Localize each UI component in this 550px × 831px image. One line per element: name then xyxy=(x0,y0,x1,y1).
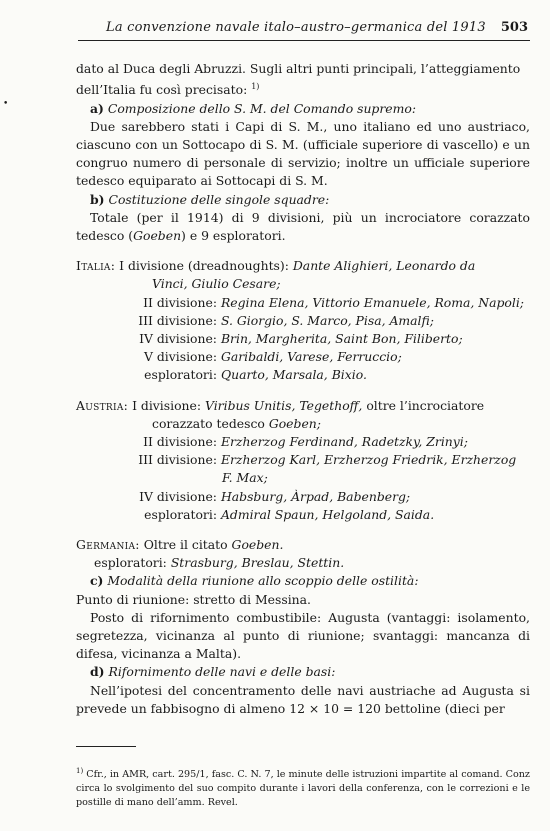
italia-div4: IV divisione: Brin, Margherita, Saint Bon, Filiberto; xyxy=(139,330,463,346)
austria-div3: III divisione: Erzherzog Karl, Erzherzog Friedrik, Erzherzog xyxy=(138,452,517,468)
footnote-rule xyxy=(76,746,136,747)
section-c-line-2: Posto di rifornimento combustibile: Augusta (vantaggi: isolamento, segretezza, vicinanza al punto di riunione; svantaggi: mancanza di difesa, vicinanza a Malta). xyxy=(76,609,530,662)
austria-scouts: esploratori: Admiral Spaun, Helgoland, Saida. xyxy=(144,506,435,522)
section-d-text: Nell’ipotesi del concentramento delle navi austriache ad Augusta si prevede un fabbisogno di almeno 12 × 10 = 120 bettoline (dieci per xyxy=(76,682,530,716)
austria-div1: Austria: I divisione: Viribus Unitis, Tegethoff, oltre l’incrociatore xyxy=(76,397,485,413)
italia-div1-cont: Vinci, Giulio Cesare; xyxy=(152,276,281,292)
footnote xyxy=(76,764,530,810)
austria-div2: II divisione: Erzherzog Ferdinand, Radetzky, Zrinyi; xyxy=(143,433,468,449)
running-head xyxy=(78,16,530,41)
section-a-heading: a) Composizione dello S. M. del Comando supremo: xyxy=(90,100,417,116)
footnote-reference: 1) xyxy=(251,82,260,92)
country-germania: Germania: xyxy=(76,537,140,552)
footnote-text: Cfr., in AMR, cart. 295/1, fasc. C. N. 7, le minute delle istruzioni impartite al comand. Conz circa lo svolgimento del suo compito durante i lavori della conferenza, con le correzioni e le postille di mano dell’amm. Revel. xyxy=(76,769,530,809)
section-b-text: Totale (per il 1914) di 9 divisioni, più un incrociatore corazzato tedesco (Goeben) e 9 esploratori. xyxy=(76,209,530,243)
germania-block xyxy=(76,536,530,572)
footnote-marker: 1) xyxy=(76,767,84,775)
germania-line: Germania: Oltre il citato Goeben. xyxy=(76,537,284,552)
section-c-heading: c) Modalità della riunione allo scoppio delle ostilità: xyxy=(90,573,419,589)
section-d-heading: d) Rifornimento delle navi e delle basi: xyxy=(90,664,336,680)
country-austria: Austria: xyxy=(76,397,129,413)
intro-line-2: dell’Italia fu così precisato: $^{1)}$ xyxy=(76,82,260,98)
margin-mark: • xyxy=(3,99,9,109)
italia-div2: II divisione: Regina Elena, Vittorio Emanuele, Roma, Napoli; xyxy=(143,294,524,310)
country-italia: Italia: xyxy=(76,258,116,274)
italia-block xyxy=(76,257,530,384)
intro-line-1: dato al Duca degli Abruzzi. Sugli altri punti principali, l’atteggiamento xyxy=(76,61,521,76)
section-a-text: Due sarebbero stati i Capi di S. M., uno italiano ed uno austriaco, ciascuno con un Sottocapo di S. M. (ufficiale superiore di vascello) e un congruo numero di personale di servizio; inoltre un ufficiale superiore tedesco equiparato ai Sottocapi di S. M. xyxy=(76,118,530,189)
section-c-line-1: Punto di riunione: stretto di Messina. xyxy=(76,591,311,607)
section-b-heading: b) Costituzione delle singole squadre: xyxy=(90,191,330,207)
running-head-title: La convenzione navale italo–austro–germanica del 1913 xyxy=(106,20,486,35)
austria-div1-cont: corazzato tedesco Goeben; xyxy=(152,415,321,431)
body-text xyxy=(76,60,530,718)
austria-div4: IV divisione: Habsburg, Àrpad, Babenberg; xyxy=(139,488,411,504)
austria-div3-cont: F. Max; xyxy=(222,470,268,486)
germania-scouts: esploratori: Strasburg, Breslau, Stettin. xyxy=(94,555,345,571)
austria-block xyxy=(76,397,530,524)
italia-div3: III divisione: S. Giorgio, S. Marco, Pisa, Amalfi; xyxy=(138,312,434,328)
italia-scouts: esploratori: Quarto, Marsala, Bixio. xyxy=(144,367,367,383)
italia-div1: Italia: I divisione (dreadnoughts): Dante Alighieri, Leonardo da xyxy=(76,258,476,274)
page-number: 503 xyxy=(500,20,528,35)
italia-div5: V divisione: Garibaldi, Varese, Ferruccio; xyxy=(143,349,402,365)
